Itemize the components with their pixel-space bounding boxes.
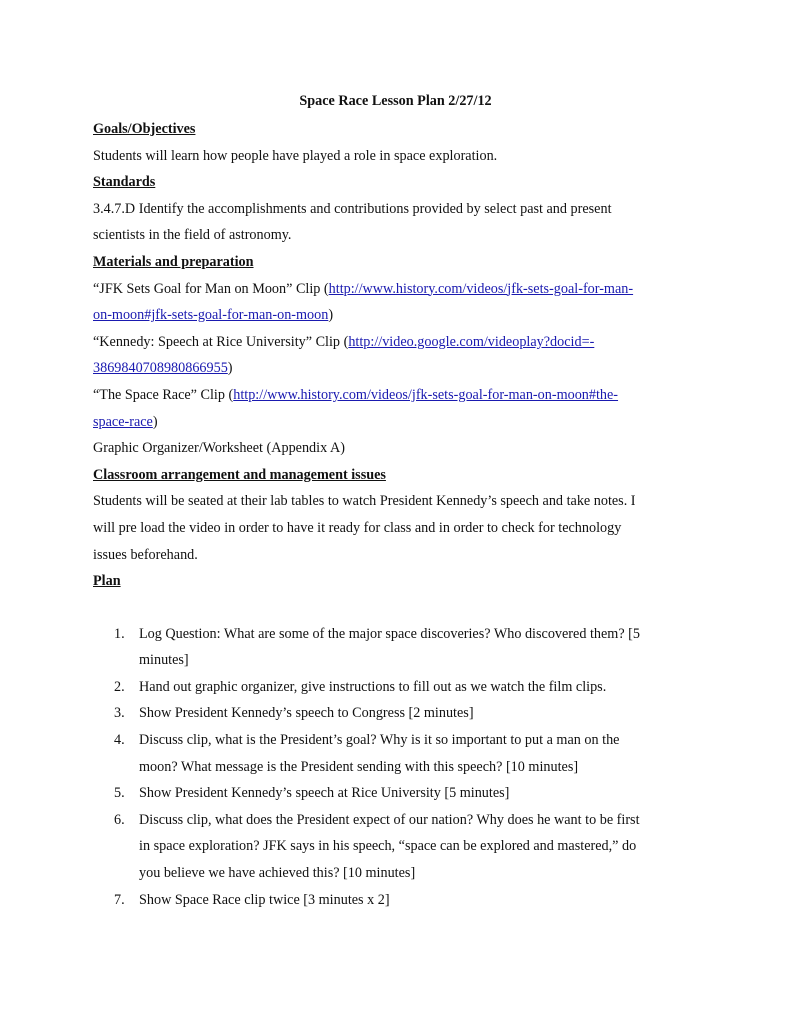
plan-item-2 [93, 674, 703, 701]
plan-item-1 [93, 621, 703, 674]
clip-1-label: “JFK Sets Goal for Man on Moon” Clip ( [93, 280, 329, 297]
plan-item-number: 6. [114, 811, 125, 828]
materials-clip-3 [93, 382, 703, 409]
plan-item-3 [93, 700, 703, 727]
clip-3-close-paren: ) [152, 413, 158, 430]
clip-1-close-paren: ) [328, 307, 334, 324]
clip-2-link-part-1[interactable]: http://video.google.com/videoplay?docid=- [348, 333, 595, 350]
plan-item-number: 7. [114, 891, 125, 908]
materials-clip-1-cont [93, 302, 703, 329]
clip-3-link-part-2[interactable]: space-race [93, 413, 153, 430]
plan-item-text: Hand out graphic organizer, give instructions to fill out as we watch the film clips. [139, 678, 607, 695]
plan-heading: Plan [93, 573, 121, 590]
goals-heading: Goals/Objectives [93, 121, 196, 137]
materials-clip-1 [93, 276, 703, 303]
classroom-heading: Classroom arrangement and management issues [93, 466, 386, 483]
standards-line-1: 3.4.7.D Identify the accomplishments and contributions provided by select past and present [93, 200, 612, 217]
plan-item-text: in space exploration? JFK says in his speech, “space can be explored and mastered,” do [139, 838, 637, 855]
classroom-line-1: Students will be seated at their lab tables to watch President Kennedy’s speech and take notes. I [93, 493, 636, 510]
plan-item-text: Show President Kennedy’s speech at Rice University [5 minutes] [139, 785, 510, 802]
plan-item-text: moon? What message is the President sending with this speech? [10 minutes] [139, 758, 579, 775]
materials-clip-3-cont [93, 409, 703, 436]
plan-spacer [93, 595, 703, 621]
materials-heading: Materials and preparation [93, 253, 254, 270]
clip-3-link-part-1[interactable]: http://www.history.com/videos/jfk-sets-goal-for-man-on-moon#the- [233, 386, 619, 403]
plan-item-number: 2. [114, 678, 125, 695]
plan-item-number: 3. [114, 705, 125, 722]
plan-item-6 [93, 807, 703, 887]
materials-clip-2 [93, 329, 703, 356]
plan-item-number: 4. [114, 732, 125, 749]
clip-2-label: “Kennedy: Speech at Rice University” Clip ( [93, 333, 349, 350]
plan-item-text: Discuss clip, what does the President expect of our nation? Why does he want to be first [139, 811, 640, 828]
goals-text: Students will learn how people have played a role in space exploration. [93, 147, 498, 164]
plan-list [93, 621, 703, 914]
plan-item-5 [93, 780, 703, 807]
plan-item-number: 5. [114, 785, 125, 802]
materials-worksheet: Graphic Organizer/Worksheet (Appendix A) [93, 440, 345, 457]
plan-item-number: 1. [114, 625, 125, 642]
classroom-line-3: issues beforehand. [93, 546, 198, 563]
document-body [93, 116, 703, 913]
plan-item-text: Show President Kennedy’s speech to Congress [2 minutes] [139, 705, 474, 722]
plan-item-text: Show Space Race clip twice [3 minutes x 2] [139, 891, 390, 908]
plan-item-7 [93, 887, 703, 914]
standards-line-2: scientists in the field of astronomy. [93, 227, 292, 244]
clip-1-link-part-2[interactable]: on-moon#jfk-sets-goal-for-man-on-moon [93, 307, 329, 324]
page-title: Space Race Lesson Plan 2/27/12 [299, 93, 492, 109]
clip-1-link-part-1[interactable]: http://www.history.com/videos/jfk-sets-goal-for-man- [328, 280, 634, 297]
classroom-line-2: will pre load the video in order to have it ready for class and in order to check for technology [93, 519, 622, 536]
plan-item-text: minutes] [139, 652, 189, 669]
plan-item-4 [93, 727, 703, 780]
materials-clip-2-cont [93, 355, 703, 382]
clip-2-close-paren: ) [227, 360, 233, 377]
plan-item-text: Log Question: What are some of the major space discoveries? Who discovered them? [5 [139, 625, 640, 642]
clip-3-label: “The Space Race” Clip ( [93, 386, 234, 403]
standards-heading: Standards [93, 174, 156, 191]
clip-2-link-part-2[interactable]: 3869840708980866955 [93, 360, 228, 377]
plan-item-text: you believe we have achieved this? [10 minutes] [139, 865, 416, 882]
plan-item-text: Discuss clip, what is the President’s goal? Why is it so important to put a man on the [139, 732, 620, 749]
